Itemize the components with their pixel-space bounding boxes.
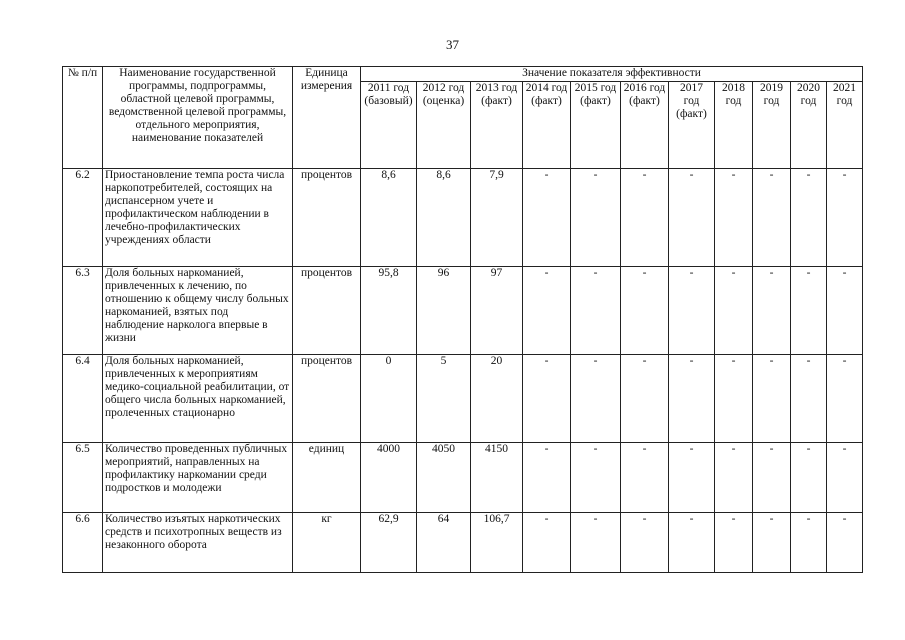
row-value: 96 [417, 267, 471, 355]
row-value: - [523, 443, 571, 513]
row-value: - [715, 355, 753, 443]
row-num: 6.4 [63, 355, 103, 443]
table-row [63, 355, 863, 443]
header-name: Наименование государственной программы, подпрограммы, областной целевой программы, ведомственной целевой программы, отдельного мероприятия, наименование показателей [103, 67, 293, 169]
row-value: - [715, 169, 753, 267]
row-value: 95,8 [361, 267, 417, 355]
row-value: 97 [471, 267, 523, 355]
header-year: 2019 год [753, 82, 791, 169]
header-row [63, 67, 863, 82]
row-value: - [621, 355, 669, 443]
row-value: - [791, 513, 827, 573]
table-row [63, 267, 863, 355]
row-value: 5 [417, 355, 471, 443]
row-value: - [791, 355, 827, 443]
table-row [63, 169, 863, 267]
row-num: 6.2 [63, 169, 103, 267]
row-value: - [523, 267, 571, 355]
row-value: - [669, 513, 715, 573]
row-value: - [715, 267, 753, 355]
row-value: - [715, 513, 753, 573]
row-value: - [523, 513, 571, 573]
row-value: - [523, 355, 571, 443]
row-num: 6.6 [63, 513, 103, 573]
header-unit: Единица измерения [293, 67, 361, 169]
header-year: 2021 год [827, 82, 863, 169]
row-value: 62,9 [361, 513, 417, 573]
header-year: 2014 год (факт) [523, 82, 571, 169]
row-name: Доля больных наркоманией, привлеченных к лечению, по отношению к общему числу больных наркоманией, взятых под наблюдение нарколога впервые в жизни [103, 267, 293, 355]
row-name: Доля больных наркоманией, привлеченных к мероприятиям медико-социальной реабилитации, от общего числа больных наркоманией, пролеченных стационарно [103, 355, 293, 443]
row-value: - [715, 443, 753, 513]
row-value: 4050 [417, 443, 471, 513]
row-value: - [669, 267, 715, 355]
row-value: - [571, 267, 621, 355]
header-year: 2012 год (оценка) [417, 82, 471, 169]
table-row [63, 443, 863, 513]
row-value: - [827, 443, 863, 513]
row-value: - [753, 443, 791, 513]
row-value: - [827, 355, 863, 443]
indicators-table [62, 66, 863, 573]
row-num: 6.5 [63, 443, 103, 513]
row-value: - [791, 443, 827, 513]
row-value: - [571, 513, 621, 573]
row-value: - [827, 267, 863, 355]
row-value: - [753, 267, 791, 355]
row-value: 4150 [471, 443, 523, 513]
row-value: 0 [361, 355, 417, 443]
row-unit: процентов [293, 267, 361, 355]
row-value: 106,7 [471, 513, 523, 573]
row-value: 7,9 [471, 169, 523, 267]
row-value: - [791, 169, 827, 267]
page-number: 37 [446, 37, 459, 52]
row-name: Количество изъятых наркотических средств и психотропных веществ из незаконного оборота [103, 513, 293, 573]
row-value: 64 [417, 513, 471, 573]
header-values-group: Значение показателя эффективности [361, 67, 863, 82]
row-value: - [621, 169, 669, 267]
row-value: - [753, 169, 791, 267]
row-value: - [669, 355, 715, 443]
row-value: - [571, 443, 621, 513]
header-year: 2011 год (базовый) [361, 82, 417, 169]
row-value: - [571, 169, 621, 267]
row-name: Приостановление темпа роста числа наркопотребителей, состоящих на диспансерном учете и профилактическом наблюдении в лечебно-профилактических учреждениях области [103, 169, 293, 267]
row-value: - [669, 443, 715, 513]
header-year: 2015 год (факт) [571, 82, 621, 169]
table-row [63, 513, 863, 573]
row-value: - [621, 267, 669, 355]
row-value: - [669, 169, 715, 267]
row-unit: процентов [293, 355, 361, 443]
header-num: № п/п [63, 67, 103, 169]
row-num: 6.3 [63, 267, 103, 355]
header-year: 2017 год (факт) [669, 82, 715, 169]
row-value: 8,6 [417, 169, 471, 267]
row-unit: единиц [293, 443, 361, 513]
row-value: - [753, 513, 791, 573]
row-value: - [571, 355, 621, 443]
header-year: 2020 год [791, 82, 827, 169]
row-unit: кг [293, 513, 361, 573]
row-unit: процентов [293, 169, 361, 267]
row-name: Количество проведенных публичных мероприятий, направленных на профилактику наркомании среди подростков и молодежи [103, 443, 293, 513]
header-year: 2013 год (факт) [471, 82, 523, 169]
row-value: - [621, 443, 669, 513]
row-value: 4000 [361, 443, 417, 513]
row-value: - [827, 513, 863, 573]
row-value: - [523, 169, 571, 267]
row-value: - [827, 169, 863, 267]
row-value: - [621, 513, 669, 573]
header-year: 2018 год [715, 82, 753, 169]
row-value: 20 [471, 355, 523, 443]
row-value: 8,6 [361, 169, 417, 267]
row-value: - [791, 267, 827, 355]
header-year: 2016 год (факт) [621, 82, 669, 169]
row-value: - [753, 355, 791, 443]
